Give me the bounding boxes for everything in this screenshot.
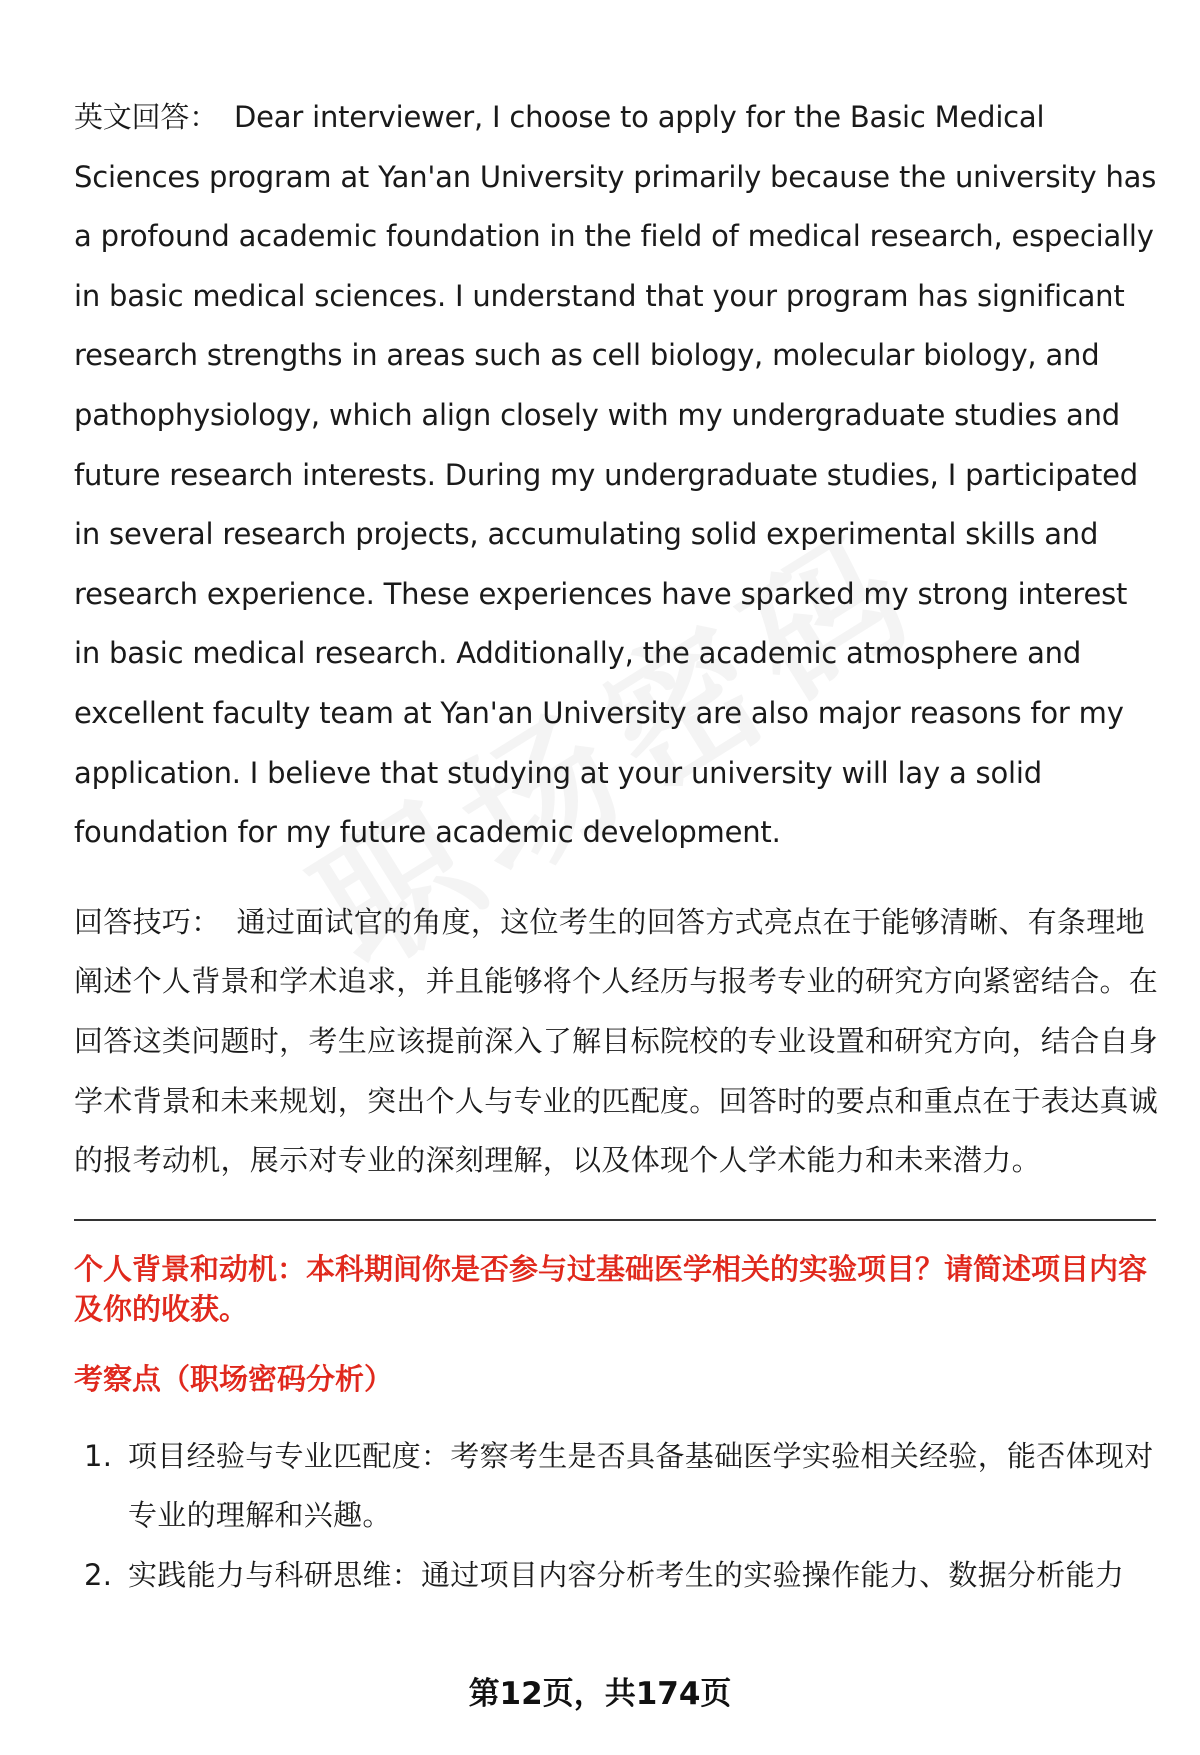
answer-tips-text: 通过面试官的角度，这位考生的回答方式亮点在于能够清晰、有条理地阐述个人背景和学术追求，并且能够将个人经历与报考专业的研究方向紧密结合。在回答这类问题时，考生应该提前深入了解目标院校的专业设置和研究方向，结合自身学术背景和未来规划，突出个人与专业的匹配度。回答时的要点和重点在于表达真诚的报考动机，展示对专业的深刻理解，以及体现个人学术能力和未来潜力。 bbox=[74, 904, 1159, 1178]
list-item bbox=[74, 1546, 1159, 1606]
list-item-text: 项目经验与专业匹配度：考察考生是否具备基础医学实验相关经验，能否体现对专业的理解和兴趣。 bbox=[128, 1438, 1154, 1533]
analysis-heading: 考察点（职场密码分析） bbox=[74, 1361, 394, 1396]
answer-tips-label: 回答技巧： bbox=[74, 904, 221, 939]
page-number-footer: 第12页，共174页 bbox=[468, 1676, 732, 1712]
list-item bbox=[74, 1427, 1159, 1546]
list-item-text: 实践能力与科研思维：通过项目内容分析考生的实验操作能力、数据分析能力 bbox=[128, 1557, 1125, 1592]
list-item-number: 2. bbox=[84, 1557, 113, 1592]
english-answer-text: Dear interviewer, I choose to apply for the Basic Medical Sciences program at Yan'an University primarily because the university has a profound academic foundation in the field of medical research, especially in basic medical sciences. I understand that your program has significant research strengths in areas such as cell biology, molecular biology, and pathophysiology, which align closely with my undergraduate studies and future research interests. During my undergraduate studies, I participated in several research projects, accumulating solid experimental skills and research experience. These experiences have sparked my strong interest in basic medical research. Additionally, the academic atmosphere and excellent faculty team at Yan'an University are also major reasons for my application. I believe that studying at your university will lay a solid foundation for my future academic development. bbox=[74, 100, 1157, 850]
answer-tips-paragraph bbox=[74, 893, 1159, 1191]
section-divider bbox=[74, 1219, 1156, 1221]
question-heading: 个人背景和动机：本科期间你是否参与过基础医学相关的实验项目？请简述项目内容及你的收获。 bbox=[74, 1251, 1148, 1326]
english-answer-paragraph bbox=[74, 88, 1159, 863]
page-content bbox=[74, 88, 1159, 1621]
list-item-number: 1. bbox=[84, 1438, 113, 1473]
analysis-points-list bbox=[74, 1427, 1159, 1606]
english-answer-label: 英文回答： bbox=[74, 100, 219, 134]
